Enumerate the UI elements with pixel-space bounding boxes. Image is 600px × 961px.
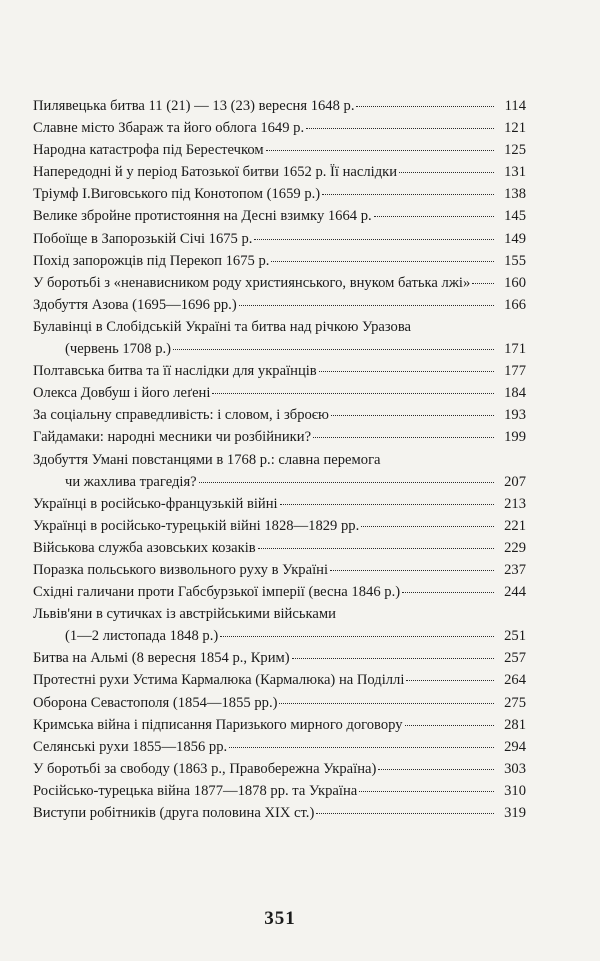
toc-entry: [33, 404, 526, 426]
toc-entry-title: Олекса Довбуш і його леґені: [33, 385, 211, 402]
toc-entry-page: 229: [504, 539, 526, 556]
toc-entry-page: 125: [504, 142, 526, 159]
toc-entry: [33, 426, 526, 448]
dot-leader: [313, 437, 494, 438]
toc-entry-title: Львів'яни в сутичках із австрійськими військами: [33, 606, 336, 623]
toc-entry-title: Тріумф І.Виговського під Конотопом (1659 р.): [33, 186, 321, 203]
toc-entry-page: 281: [504, 716, 526, 733]
toc-entry: [33, 316, 526, 360]
toc-entry-page: 166: [504, 296, 526, 313]
toc-entry-page: 155: [504, 252, 526, 269]
toc-entry-title: Протестні рухи Устима Кармалюка (Кармалюка) на Поділлі: [33, 672, 405, 689]
toc-entry: [33, 603, 526, 647]
dot-leader: [239, 305, 494, 306]
dot-leader: [330, 570, 494, 571]
toc-entry: [33, 294, 526, 316]
toc-entry-title: Велике збройне протистояння на Десні взимку 1664 р.: [33, 208, 372, 225]
dot-leader: [399, 172, 494, 173]
dot-leader: [405, 725, 494, 726]
toc-entry: [33, 449, 526, 493]
toc-entry-page: 160: [504, 274, 526, 291]
toc-entry-page: 221: [504, 517, 526, 534]
toc-entry-page: 121: [504, 120, 526, 137]
toc-entry: [33, 161, 526, 183]
toc-entry: [33, 139, 526, 161]
toc-entry-title: У боротьбі за свободу (1863 р., Правобережна Україна): [33, 760, 377, 777]
toc-entry-title: Напередодні й у період Батозької битви 1652 р. Її наслідки: [33, 164, 398, 181]
toc-entry-title: Селянські рухи 1855—1856 рр.: [33, 738, 228, 755]
toc-entry: [33, 205, 526, 227]
toc-entry-page: 138: [504, 186, 526, 203]
toc-entry: [33, 537, 526, 559]
toc-entry: [33, 758, 526, 780]
toc-entry: [33, 382, 526, 404]
toc-entry-title: Битва на Альмі (8 вересня 1854 р., Крим): [33, 650, 290, 667]
toc-entry-page: 193: [504, 407, 526, 424]
toc-entry: [33, 669, 526, 691]
toc-entry-page: 145: [504, 208, 526, 225]
toc-entry-title: Оборона Севастополя (1854—1855 рр.): [33, 694, 278, 711]
toc-entry-title: Булавінці в Слобідській Україні та битва над річкою Уразова: [33, 318, 412, 335]
dot-leader: [229, 747, 494, 748]
toc-entry-title: Українці в російсько-французькій війні: [33, 495, 278, 512]
toc-entry-title: Здобуття Умані повстанцями в 1768 р.: славна перемога: [33, 451, 381, 468]
dot-leader: [173, 349, 494, 350]
dot-leader: [374, 216, 494, 217]
toc-entry: [33, 117, 526, 139]
toc-entry-title: Здобуття Азова (1695—1696 рр.): [33, 296, 237, 313]
toc-entry: [33, 647, 526, 669]
table-of-contents: [33, 95, 526, 824]
toc-entry-page: 213: [504, 495, 526, 512]
dot-leader: [322, 194, 494, 195]
toc-entry-title: Виступи робітників (друга половина XIX ст.): [33, 805, 315, 821]
dot-leader: [266, 150, 494, 151]
toc-entry-title: Народна катастрофа під Берестечком: [33, 142, 264, 159]
toc-entry-title: Українці в російсько-турецькій війні 1828—1829 рр.: [33, 517, 360, 534]
dot-leader: [378, 769, 494, 770]
toc-entry-page: 237: [504, 561, 526, 578]
toc-entry-page: 251: [504, 628, 526, 645]
toc-entry: [33, 736, 526, 758]
dot-leader: [199, 482, 494, 483]
toc-entry: [33, 802, 526, 824]
dot-leader: [356, 106, 494, 107]
toc-entry-title: Російсько-турецька війна 1877—1878 рр. та Україна: [33, 782, 358, 799]
toc-entry-page: 275: [504, 694, 526, 711]
dot-leader: [331, 415, 494, 416]
dot-leader: [212, 393, 494, 394]
toc-entry: [33, 515, 526, 537]
toc-entry-page: 171: [504, 341, 526, 358]
toc-entry-title: Похід запорожців під Перекоп 1675 р.: [33, 252, 270, 269]
toc-entry: [33, 581, 526, 603]
toc-entry-title: Військова служба азовських козаків: [33, 539, 256, 556]
toc-entry-title: Кримська війна і підписання Паризького мирного договору: [33, 716, 403, 733]
dot-leader: [258, 548, 494, 549]
toc-entry: [33, 559, 526, 581]
toc-entry-page: 114: [504, 98, 526, 114]
toc-entry: [33, 183, 526, 205]
toc-entry-page: 149: [504, 230, 526, 247]
toc-entry-page: 199: [504, 429, 526, 446]
toc-entry-page: 244: [504, 584, 526, 601]
dot-leader: [306, 128, 494, 129]
toc-entry-page: 310: [504, 782, 526, 799]
toc-entry-title: Східні галичани проти Габсбурзької імперії (весна 1846 р.): [33, 584, 401, 601]
dot-leader: [472, 283, 494, 284]
toc-entry: [33, 360, 526, 382]
page-number: 351: [264, 908, 296, 929]
toc-entry-page: 264: [504, 672, 526, 689]
toc-entry: [33, 228, 526, 250]
toc-entry-title: (1—2 листопада 1848 р.): [65, 628, 219, 645]
dot-leader: [361, 526, 494, 527]
toc-entry: [33, 780, 526, 802]
dot-leader: [292, 658, 494, 659]
toc-entry-title: У боротьбі з «ненависником роду християнського, внуком батька лжі»: [33, 274, 471, 291]
toc-entry: [33, 493, 526, 515]
dot-leader: [220, 636, 494, 637]
dot-leader: [254, 239, 494, 240]
toc-entry-page: 319: [504, 805, 526, 821]
toc-entry-title: Побоїще в Запорозькій Січі 1675 р.: [33, 230, 253, 247]
dot-leader: [402, 592, 494, 593]
dot-leader: [280, 504, 494, 505]
toc-entry-title: За соціальну справедливість: і словом, і зброєю: [33, 407, 329, 424]
toc-entry-title: Пилявецька битва 11 (21) — 13 (23) вересня 1648 р.: [33, 98, 355, 114]
toc-entry-page: 184: [504, 385, 526, 402]
toc-entry-title: Гайдамаки: народні месники чи розбійники?: [33, 429, 312, 446]
toc-entry-page: 257: [504, 650, 526, 667]
dot-leader: [359, 791, 494, 792]
toc-entry-page: 177: [504, 363, 526, 380]
toc-entry-title: (червень 1708 р.): [65, 341, 172, 358]
toc-entry: [33, 692, 526, 714]
toc-entry-title: Поразка польського визвольного руху в Україні: [33, 561, 329, 578]
toc-entry-page: 303: [504, 760, 526, 777]
dot-leader: [406, 680, 494, 681]
dot-leader: [271, 261, 494, 262]
dot-leader: [279, 703, 494, 704]
toc-entry: [33, 272, 526, 294]
dot-leader: [316, 813, 494, 814]
toc-entry-title: чи жахлива трагедія?: [65, 473, 197, 490]
toc-entry-page: 294: [504, 738, 526, 755]
toc-entry: [33, 714, 526, 736]
toc-entry: [33, 95, 526, 117]
dot-leader: [319, 371, 494, 372]
toc-entry-page: 207: [504, 473, 526, 490]
toc-entry-title: Полтавська битва та її наслідки для українців: [33, 363, 317, 380]
toc-entry-title: Славне місто Збараж та його облога 1649 р.: [33, 120, 305, 137]
toc-entry: [33, 250, 526, 272]
toc-entry-page: 131: [504, 164, 526, 181]
